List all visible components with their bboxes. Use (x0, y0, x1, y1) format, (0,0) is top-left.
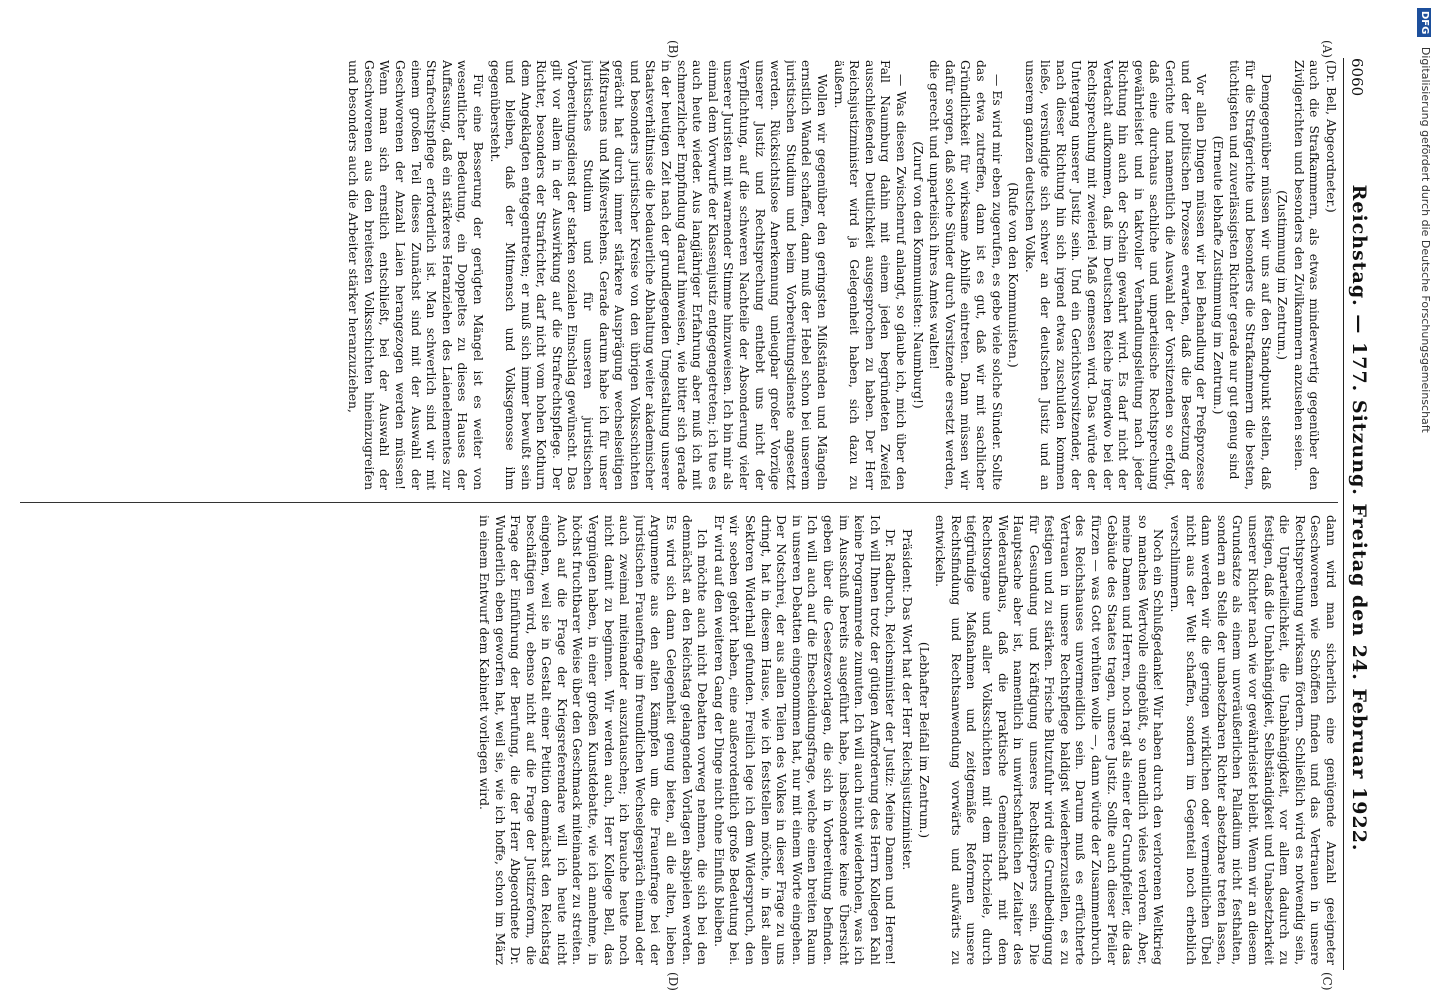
paragraph: Für eine Besserung der gerügten Mängel ist es weiter von wesentlicher Bedeutung, ein Doppeltes zu dieses Hauses der Auffassung, daß ein stärkeres Heranziehen des Laienelementes zur Strafrechtspflege erforderlich ist. Man schwerlich sind wir mit einem großen Teil dieses Zunächst sind mit der Auswahl der Geschworenen der Anzahl Laien herangezogen werden müssen! Wenn man sich ernstlich entschließt, bei der Auswahl der Geschworenen aus den breitesten Volksschichten hineinzugreifen und besonders auch die Arbeiter stärker heranzuziehen, (346, 60, 485, 490)
column-divider (20, 502, 1338, 503)
paragraph: Wollen wir gegenüber den geringsten Mißständen und Mängeln ernstlich Wandel schaffen, dann muß der Hebel schon bei unserem juristischen Studium und beim Vorbereitungsdienste angesetzt werden. Rücksichtslose Anerkennung unleugbar großer Vorzüge unserer Justiz und Rechtsprechung enthebt uns nicht der Verpflichtung, auf die schweren Nachteile der Absonderung vieler unserer Juristen mit warnender Stimme hinzuweisen. Ich bin mir als einmal dem Vorwurfe der Klassenjustiz entgegengetreten; ich tue es auch heute wieder. Aus langjähriger Erfahrung aber muß ich mit schmerzlicher Empfindung darauf hinweisen, wie bitter sich gerade in der heutigen Zeit nach der grundlegenden Umgestaltung unserer Staatsverhältnisse die bedauerliche Abhaltung weiter akademischer und besonders juristischer Kreise von den übrigen Volksschichten gerächt hat durch immer stärkere Ausprägung wechselseitigen Mißtrauens und Mißverstehens. Gerade darum habe ich für unser juristisches Studium und für unseren juristischen Vorbereitungsdienst der starken sozialen Einschlag gewünscht. Das gilt vor allem in der Auswirkung auf die Strafrechtspflege. Der Richter, besonders der Strafrichter, darf nicht vom hohen Kothurn dem Angeklagten entgegentreten; er muß sich immer bewußt sein und bleiben, daß der Mitmensch und Volksgenosse ihm gegenübersteht. (487, 60, 829, 490)
interjection: (Erneute lebhafte Zustimmung im Zentrum.) (1210, 135, 1225, 415)
paragraph: Dr. Radbruch, Reichsminister der Justiz: Meine Damen und Herren! Ich will Ihnen trotz der gütigen Aufforderung des Herrn Kollegen Kahl keine Programmrede zumuten. Ich will auch nicht wiederholen, was ich im Ausschuß bereits ausgeführt habe, insbesondere keine Übersicht geben über die Gesetzesvorlagen, die sich in Vorbereitung befinden. Ich will auch auf die Ehescheidungsfrage, welche einen breiten Raum in unseren Debatten eingenommen hat, nur mit einem Worte eingehen. Der Notschrei, der aus allen Teilen des Volkes in dieser Frage zu uns dringt, hat in diesem Hause, wie ich feststellen möchte, in fast allen Sektoren Widerhall gefunden. Freilich lege ich dem Widerspruch, den wir soeben gehört haben, eine außerordentlich große Bedeutung bei. Er wird auf den weiteren Gang der Dinge nicht ohne Einfluß bleiben. (711, 515, 898, 965)
speaker-line: (Dr. Bell, Abgeordneter.) (1324, 60, 1338, 213)
interjection: (Lebhafter Beifall im Zentrum.) (916, 641, 931, 839)
paragraph: Ich möchte auch nicht Debatten vorweg nehmen, die sich bei den demnächst an den Reichstag gelangenden Vorlagen abspielen werden. Es wird sich dann Gelegenheit genug bieten, all die alten, lieben Argumente aus den alten Kämpfen um die Frauenfrage bei der juristischen Frauenfrage im freundlichen Wechselgespräch einmal oder auch zweimal miteinander auszutauschen; ich brauche heute noch nicht damit zu beginnen. Wir werden auch, Herr Kollege Bell, das Vergnügen haben, in einer großen Kunstdebatte, wie ich annehme, in höchst fruchtbarer Weise über den Geschmack miteinander zu streiten. Auch auf die Frage der Kriegsreferendare will ich heute nicht eingehen, weil sie in Gestalt einer Petition demnächst den Reichstag beschäftigen wird, ebenso nicht auf die Frage der Justizreform, die Frage der Einführung der Berufung, die der Herr Abgeordnete Dr. Wunderlich eben geworfen hat, weil sie, wie ich hoffe, schon im März in einem Entwurf dem Kabinett vorliegen wird. (476, 515, 710, 965)
page-title: Reichstag. — 177. Sitzung. Freitag den 24. Februar 1922. (1348, 184, 1370, 852)
paragraph: Demgegenüber müssen wir uns auf den Standpunkt stellen, daß für die Strafgerichte und besonders die Strafkammern die besten, tüchtigsten und zuverlässigsten Richter gerade nur gut genug sind (1227, 60, 1273, 490)
dfg-logo: DFG (1417, 8, 1431, 37)
digitization-note (1414, 8, 1434, 998)
left-column (16, 60, 1338, 490)
interjection: (Zuruf von den Kommunisten: Naumburg!) (910, 141, 925, 409)
paragraph: Vor allen Dingen müssen wir bei Behandlung der Preßprozesse und der politischen Prozesse erwarten, daß die Besetzung der Gerichte und namentlich die Auswahl der Vorsitzenden so erfolgt, daß eine durchaus sachliche und unparteiische Rechtsprechung gewährleistet und in taktvoller Verhandlungsleitung nach jeder Richtung hin auch der Schein gewahrt wird. Es darf nicht der Verdacht aufkommen, daß im Deutschen Reiche irgendwo bei der Rechtsprechung mit zweierlei Maß gemessen wird. Das würde der Untergang unserer Justiz sein. Und ein Gerichtsvorsitzender, der nach dieser Richtung hin sich irgend etwas zuschulden kommen ließe, versündigte sich schwer an der deutschen Justiz und an unserem ganzen deutschen Volke. (1022, 60, 1209, 490)
margin-mark-c: (C) (1320, 972, 1334, 991)
margin-mark-a: (A) (1320, 40, 1334, 59)
interjection: (Rufe von den Kommunisten.) (1006, 182, 1021, 368)
president-line: Präsident: Das Wort hat der Herr Reichsjustizminister. (899, 529, 914, 871)
paragraph: — Es wird mir eben zugerufen, es gebe viele solche Sünder. Sollte das etwa zutreffen, dann ist es gut, daß wir mit sachlicher Gründlichkeit für wirksame Abhilfe eintreten. Dann müssen wir dafür sorgen, daß solche Sünder durch Vorsitzende ersetzt werden, die gerecht und unparteiisch ihres Amtes walten! (927, 60, 1004, 490)
paragraph: dann wird man sicherlich eine genügende Anzahl geeigneter Geschworenen wie Schöffen finden und das Vertrauen in unsere Rechtsprechung wirksam fördern. Schließlich wird es notwendig sein, die Unparteilichkeit, die Unabhängigkeit, vor allem dadurch zu festigen, daß die Unabhängigkeit, Selbständigkeit und Unabsetzbarkeit unserer Richter nach wie vor gewährleistet bleibt. Wenn wir an diesem Grundsatze als einem unveräußerlichen Palladium nicht festhalten, sondern an Stelle der unabsetzbaren Richter absetzbare treten lassen, dann werden wir die geringen wirklichen oder vermeintlichen Übel nicht aus der Welt schaffen, sondern im Gegenteil noch erheblich verschlimmern. (1168, 515, 1338, 965)
margin-mark-b: (B) (666, 40, 680, 59)
paragraph: Noch ein Schlußgedanke! Wir haben durch den verlorenen Weltkrieg so manches Wertvolle eingebüßt, so unendlich vieles verloren. Aber, meine Damen und Herren, noch ragt als einer der Grundpfeiler, die das Gebäude des Staates tragen, unsere Justiz. Sollte auch dieser Pfeiler fürzen — was Gott verhüten wolle —, dann würde der Zusammenbruch des Reichshauses unvermeidlich sein. Darum muß es erfüchterte Vertrauen in unsere Rechtspflege baldigst wiederherzustellen, es zu festigen und zu stärken. Frische Blutzufuhr wird die Grundbedingung für Gesundung und Kräftigung unseres Rechtskörpers sein. Die Hauptsache aber ist, namentlich in unwirtschaftlichen Zeitalter des Wiederaufbaus, daß die praktische Gemeinschaft mit dem Rechtsorgane und aller Volksschichten mit dem Hochziele, durch tiefgründige Maßnahmen und zeitgemäße Reformen unsere Rechtsfindung und Rechtsanwendung vorwärts und aufwärts zu entwickeln. (933, 515, 1166, 965)
right-column (16, 515, 1338, 965)
digitization-text: Digitalisierung gefördert durch die Deutsche Forschungsgemeinschaft (1419, 46, 1432, 433)
page-header (1343, 58, 1388, 970)
interjection: (Zustimmung im Zentrum.) (1275, 190, 1290, 360)
paragraph: — Was diesen Zwischenruf anlangt, so glaube ich, mich über den Fall Naumburg dahin mit einem jeden begründeten Zweifel ausschließenden Deutlichkeit ausgesprochen zu haben. Der Herr Reichsjustizminister wird ja Gelegenheit haben, sich dazu zu äußern. (831, 60, 908, 490)
paragraph: auch die Strafkammern, als etwas minderwertig gegenüber den Zivilgerichten und besonders den Zivilkammern anzusehen seien. (1291, 60, 1322, 490)
page-number: 6060 (1348, 58, 1366, 97)
margin-mark-d: (D) (666, 972, 680, 991)
